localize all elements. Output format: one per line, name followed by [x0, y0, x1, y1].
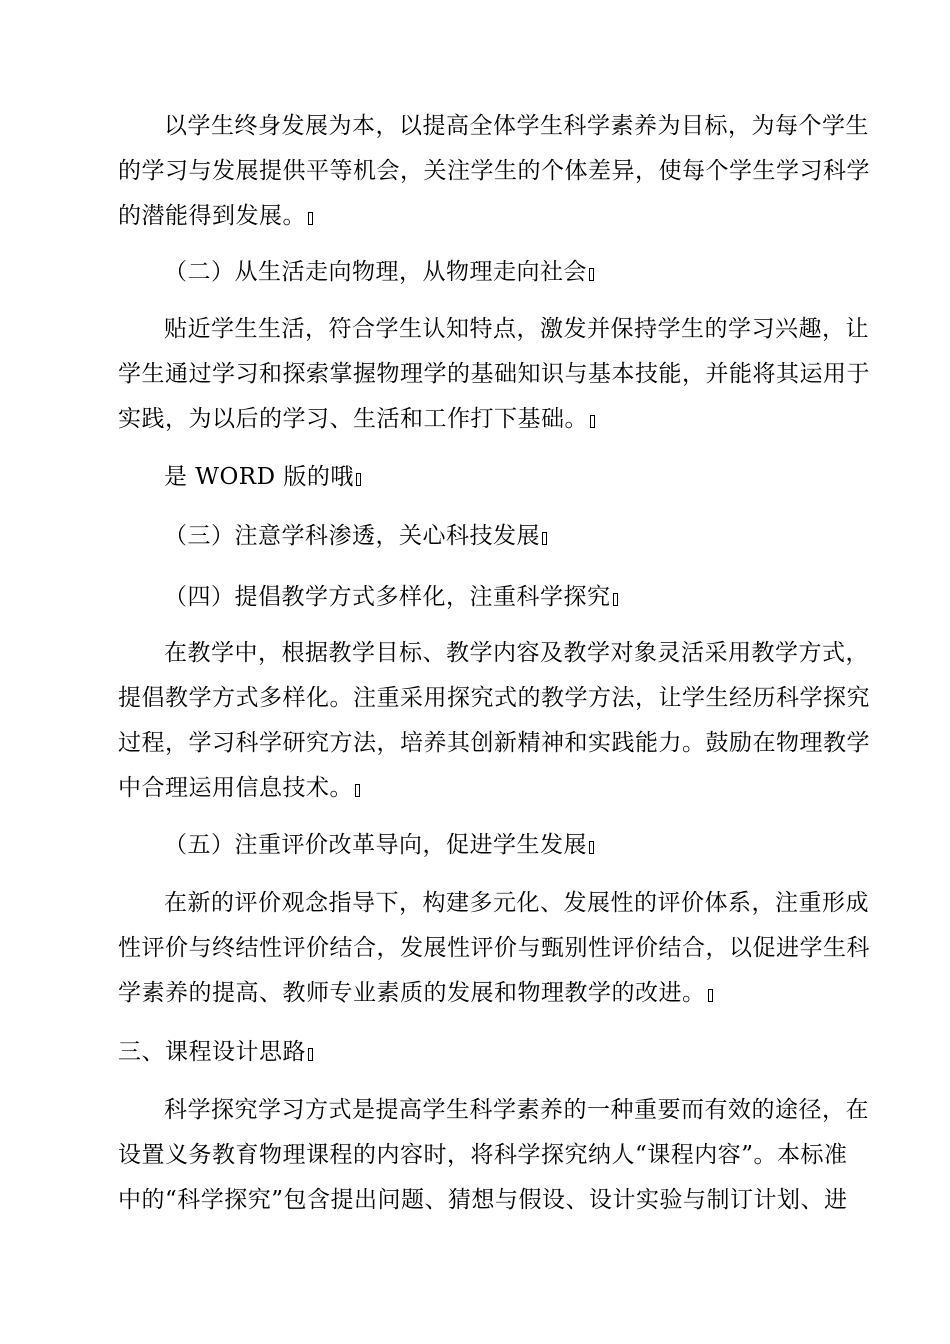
text-line: 以学生终身发展为本，以提高全体学生科学素养为目标，为每个学生 [164, 113, 869, 139]
heading-text: （四）提倡教学方式多样化，注重科学探究 [164, 584, 611, 610]
text-line: 中合理运用信息技术。 [118, 775, 353, 801]
heading-text: （三）注意学科渗透，关心科技发展 [164, 523, 540, 549]
text-line: 提倡教学方式多样化。注重采用探究式的教学方法，让学生经历科学探究 [118, 685, 870, 711]
paragraph-mark-icon [708, 989, 713, 1002]
note-text: 是 WORD 版的哦 [164, 464, 354, 490]
heading-text: （五）注重评价改革导向，促进学生发展 [164, 832, 587, 858]
text-line: 在教学中，根据教学目标、教学内容及教学对象灵活采用教学方式， [164, 640, 869, 666]
paragraph-mark-icon [355, 784, 360, 797]
heading-5 [118, 823, 838, 868]
text-line: 学生通过学习和探索掌握物理学的基础知识与基本技能，并能将其运用于 [118, 361, 870, 387]
paragraph-mark-icon [590, 415, 595, 428]
text-line: 学素养的提高、教师专业素质的发展和物理教学的改进。 [118, 980, 706, 1006]
heading-text: 三、课程设计思路 [118, 1039, 306, 1065]
paragraph-teaching-methods [118, 631, 870, 811]
text-line: 设置义务教育物理课程的内容时，将科学探究纳人“课程内容”。本标准 [118, 1142, 848, 1168]
text-line: 贴近学生生活，符合学生认知特点，激发并保持学生的学习兴趣，让 [164, 316, 869, 342]
paragraph-evaluation [118, 881, 870, 1016]
paragraph-student-development [118, 104, 870, 239]
text-line: 在新的评价观念指导下，构建多元化、发展性的评价体系，注重形成 [164, 890, 869, 916]
text-line: 的潜能得到发展。 [118, 203, 306, 229]
paragraph-mark-icon [613, 593, 618, 606]
word-version-note [118, 455, 838, 500]
section-3-heading [118, 1030, 838, 1075]
paragraph-mark-icon [589, 841, 594, 854]
paragraph-mark-icon [308, 212, 313, 225]
heading-text: （二）从生活走向物理，从物理走向社会 [164, 259, 587, 285]
paragraph-mark-icon [308, 1048, 313, 1061]
heading-2 [118, 250, 838, 295]
text-line: 性评价与终结性评价结合，发展性评价与甄别性评价结合，以促进学生科 [118, 935, 870, 961]
paragraph-mark-icon [542, 532, 547, 545]
paragraph-mark-icon [589, 268, 594, 281]
text-line: 科学探究学习方式是提高学生科学素养的一种重要而有效的途径，在 [164, 1097, 869, 1123]
text-line: 的学习与发展提供平等机会，关注学生的个体差异，使每个学生学习科学 [118, 158, 870, 184]
text-line: 过程，学习科学研究方法，培养其创新精神和实践能力。鼓励在物理教学 [118, 730, 870, 756]
text-line: 中的“科学探究”包含提出问题、猜想与假设、设计实验与制订计划、进 [118, 1187, 848, 1213]
paragraph-mark-icon [356, 473, 361, 486]
heading-3 [118, 514, 838, 559]
paragraph-scientific-inquiry [118, 1088, 869, 1223]
text-line: 实践，为以后的学习、生活和工作打下基础。 [118, 406, 588, 432]
heading-4 [118, 575, 838, 620]
paragraph-life-physics [118, 307, 870, 442]
